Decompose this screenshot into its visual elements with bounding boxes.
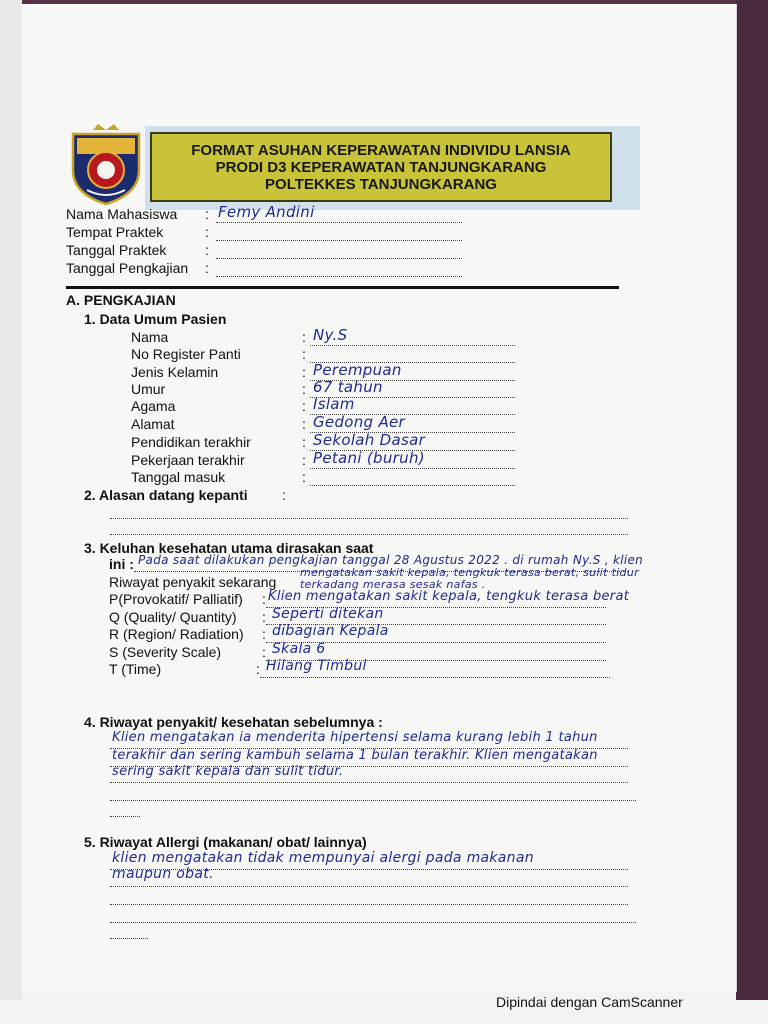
- colon: :: [302, 469, 306, 485]
- pqrst-value: Skala 6: [272, 641, 326, 657]
- colon: :: [262, 644, 266, 660]
- pqrst-label: S (Severity Scale): [109, 644, 222, 660]
- colon: :: [302, 434, 306, 450]
- colon: :: [302, 329, 306, 345]
- q1-title: 1. Data Umum Pasien: [84, 311, 227, 327]
- q5-line: [110, 886, 628, 887]
- colon: :: [262, 626, 266, 642]
- practice-place-label: Tempat Praktek: [66, 224, 164, 240]
- background-right: [736, 0, 768, 1000]
- field-label: Agama: [131, 398, 176, 414]
- student-name-line: [216, 222, 462, 223]
- title-line-1: FORMAT ASUHAN KEPERAWATAN INDIVIDU LANSIA: [191, 141, 571, 159]
- assessment-date-line: [216, 276, 462, 277]
- q4-title: 4. Riwayat penyakit/ kesehatan sebelumnya :: [84, 714, 383, 730]
- q4-line: [110, 800, 636, 801]
- pqrst-value: dibagian Kepala: [272, 623, 389, 639]
- field-label: Umur: [131, 381, 166, 397]
- q2-line: [110, 518, 628, 519]
- q3-answer: Pada saat dilakukan pengkajian tanggal 28 Agustus 2022 . di rumah Ny.S , klien: [138, 553, 644, 567]
- q4-answer: terakhir dan sering kambuh selama 1 bulan terakhir. Klien mengatakan: [112, 748, 598, 763]
- section-a-title: A. PENGKAJIAN: [66, 292, 176, 308]
- field-line: [310, 468, 515, 469]
- practice-date-line: [216, 258, 462, 259]
- q3-answer-2: mengatakan sakit kepala, tengkuk terasa berat, sulit tidur: [300, 566, 639, 579]
- q3-title-cont: ini :: [109, 556, 134, 572]
- field-value: Islam: [313, 395, 355, 413]
- field-value: Perempuan: [313, 361, 402, 379]
- pqrst-value: Klien mengatakan sakit kepala, tengkuk terasa berat: [268, 589, 630, 604]
- title-line-2: PRODI D3 KEPERAWATAN TANJUNGKARANG: [215, 158, 547, 176]
- q2-line: [110, 534, 628, 535]
- colon: :: [282, 487, 286, 503]
- student-name-value: Femy Andini: [218, 203, 315, 221]
- practice-date-label: Tanggal Praktek: [66, 242, 167, 258]
- student-name-label: Nama Mahasiswa: [66, 206, 178, 222]
- colon: :: [302, 416, 306, 432]
- section-divider: [66, 286, 619, 289]
- field-value: 67 tahun: [313, 378, 383, 396]
- form-title-box: [150, 132, 612, 202]
- q4-answer: Klien mengatakan ia menderita hipertensi selama kurang lebih 1 tahun: [112, 730, 598, 745]
- camscanner-footer: Dipindai dengan CamScanner: [496, 994, 683, 1010]
- field-line: [310, 485, 515, 486]
- background-left: [0, 0, 22, 1000]
- q4-line: [110, 782, 628, 783]
- pqrst-value: Hilang Timbul: [266, 658, 367, 674]
- colon: :: [205, 242, 209, 258]
- field-value: Sekolah Dasar: [313, 431, 426, 449]
- colon: :: [302, 398, 306, 414]
- field-label: Tanggal masuk: [131, 469, 226, 485]
- q4-line-end: [110, 816, 140, 817]
- pqrst-value: Seperti ditekan: [272, 606, 384, 622]
- history-label: Riwayat penyakit sekarang: [109, 574, 277, 590]
- field-label: Nama: [131, 329, 169, 345]
- colon: :: [262, 609, 266, 625]
- q3-answer-3: terkadang merasa sesak nafas .: [300, 578, 486, 591]
- colon: :: [205, 260, 209, 276]
- q5-line: [110, 922, 636, 923]
- field-label: Alamat: [131, 416, 175, 432]
- poltekkes-logo: [67, 124, 145, 206]
- assessment-date-label: Tanggal Pengkajian: [66, 260, 189, 276]
- pqrst-line: [260, 677, 610, 678]
- q2-title: 2. Alasan datang kepanti: [84, 487, 248, 503]
- field-label: Jenis Kelamin: [131, 364, 219, 380]
- pqrst-label: P(Provokatif/ Palliatif): [109, 591, 243, 607]
- q4-answer: sering sakit kepala dan sulit tidur.: [112, 764, 344, 779]
- pqrst-label: Q (Quality/ Quantity): [109, 609, 237, 625]
- pqrst-label: T (Time): [109, 661, 162, 677]
- pqrst-label: R (Region/ Radiation): [109, 626, 244, 642]
- field-value: Petani (buruh): [313, 449, 425, 467]
- q5-line: [110, 904, 628, 905]
- field-label: Pendidikan terakhir: [131, 434, 251, 450]
- colon: :: [205, 224, 209, 240]
- colon: :: [302, 346, 306, 362]
- q5-answer: klien mengatakan tidak mempunyai alergi pada makanan: [112, 850, 534, 866]
- colon: :: [302, 452, 306, 468]
- field-value: Gedong Aer: [313, 413, 406, 431]
- colon: :: [205, 206, 209, 222]
- field-line: [310, 345, 515, 346]
- colon: :: [302, 381, 306, 397]
- field-label: No Register Panti: [131, 346, 241, 362]
- q5-line-end: [110, 938, 148, 939]
- field-value: Ny.S: [313, 326, 348, 344]
- field-label: Pekerjaan terakhir: [131, 452, 245, 468]
- colon: :: [262, 591, 266, 607]
- q3-title: 3. Keluhan kesehatan utama dirasakan saat: [84, 540, 374, 556]
- q5-answer: maupun obat.: [112, 866, 214, 882]
- colon: :: [302, 364, 306, 380]
- q5-title: 5. Riwayat Allergi (makanan/ obat/ lainnya): [84, 834, 367, 850]
- title-line-3: POLTEKKES TANJUNGKARANG: [265, 175, 497, 193]
- colon: :: [256, 661, 260, 677]
- practice-place-line: [216, 240, 462, 241]
